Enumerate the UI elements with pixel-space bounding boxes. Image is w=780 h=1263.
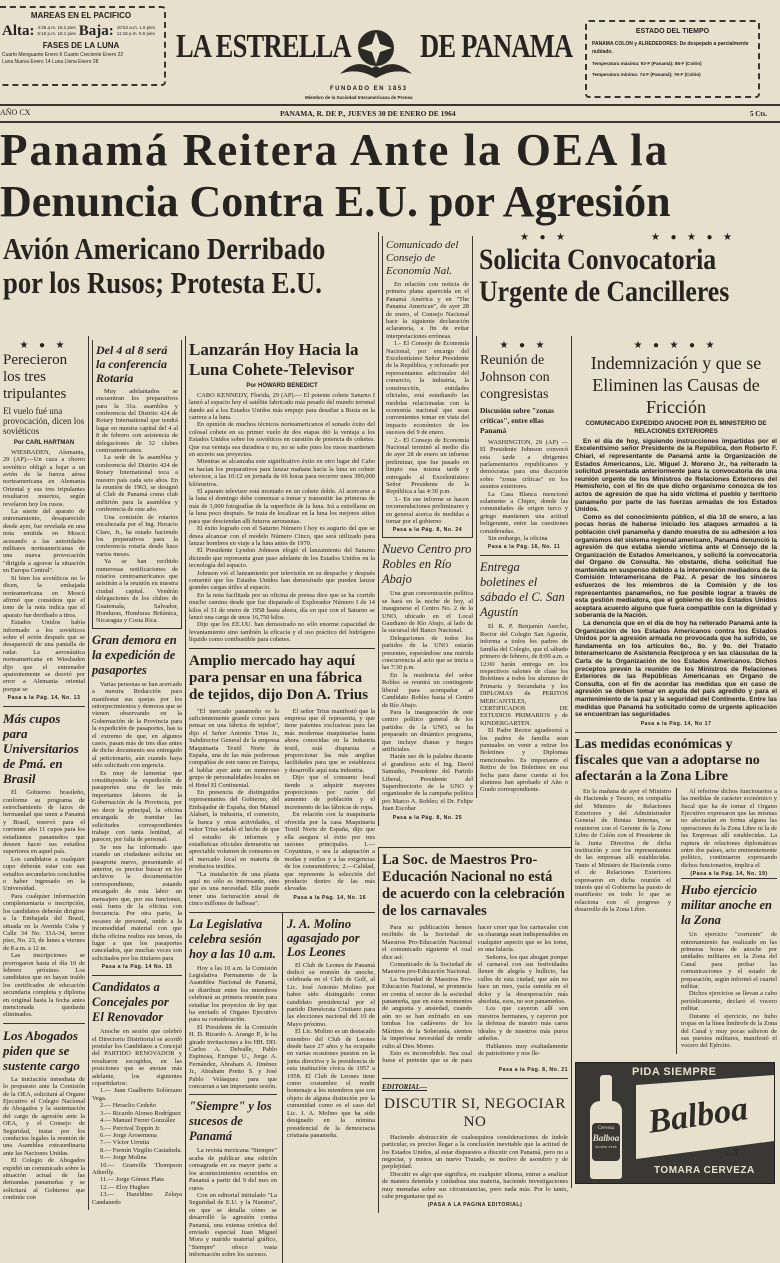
article-cohete bbox=[189, 336, 375, 648]
article-editorial bbox=[382, 1078, 568, 1214]
body-paragraph: El Presidente de la Comisión H. D. Ricardo A. Arango P., le ha girado invitaciones a los HH. DD. Carlos A. Delvalle, Pablo Espinosa, Enrique U., Jorge A. Fernández, Abraham A. Jiménez Jr., Abraham Pretto S. y José Pablo Velásquez para que concurran a tan importante sesión. bbox=[189, 1023, 277, 1091]
article-headline: Más cupos para Universitarios de Pmá. en Brasil bbox=[3, 711, 79, 787]
article-headline: Candidatos a Concejales por El Renovador bbox=[92, 980, 169, 1025]
weather-min-temp: Temperatura mínima: 74·F (Panamá); 76·F (Colón) bbox=[592, 72, 701, 77]
bottle-label-bottom: PILSEN TYPE bbox=[595, 1144, 617, 1149]
cancilleres-headline-line-2: Urgente de Cancilleres bbox=[479, 275, 730, 308]
body-paragraph: Al referirse dichos funcionarios a las medidas de carácter económico y fiscal que ha de tomar el Organo Ejecutivo expresaron que las mismas no afectarían en forma alguna las operaciones de la Zona Libre ni la de las Empresas allí establecidas. La ruptura de relaciones diplomáticas entre dos países, acto eminentemente político, continuaron expresando dichos funcionarios, implica el bbox=[681, 787, 777, 869]
body-paragraph: 6.— Jorge Arosemena bbox=[100, 1131, 157, 1139]
body-paragraph: 9.— Jorge Molina bbox=[100, 1154, 147, 1162]
body-paragraph: La revista mexicana "Siempre" acaba de publicar una edición consagrada en su mayor parte a los acontecimientos ocurridos en Panamá a partir del 9 del mes en curso. bbox=[189, 1147, 277, 1192]
tide-low-2: 11:15 p.m. 0.6 pies bbox=[116, 31, 155, 36]
byline: Por CARL HARTMAN bbox=[13, 439, 75, 446]
body-paragraph: En la mañana de ayer el Ministro de Hacienda y Tesoro, en compañía del Ministro de Relaciones Exteriores y del Administrador General de Rentas Internas, se reunieron con el Gerente de la Zona Libre de Colón con el Presidente de la Junta Directiva de dicha institución y con los representantes de las empresas allí establecidas. Tanto el Ministro de Hacienda como el de Relaciones Exteriores expresaron en dicha reunión el interés que el Gobierno ha puesto de manifiesto en todo lo que se relaciona con el progreso y desarrollo de la Zona Libre. bbox=[575, 787, 671, 914]
stars-ornament: ★ ● ★ bbox=[520, 232, 569, 243]
title-left: LA ESTRELLA bbox=[176, 28, 351, 65]
continuation-note: (PASA A LA PAGINA EDITORIAL) bbox=[427, 1202, 523, 1209]
tides-title: MAREAS EN EL PACIFICO bbox=[30, 11, 132, 20]
article-legislativa bbox=[189, 913, 277, 1095]
tide-low-label: Baja: bbox=[78, 23, 114, 39]
stars-ornament: ★ ● ★ ● ★ bbox=[651, 232, 736, 243]
body-paragraph: 1.- El Consejo de Economía Nacional, por encargo del Excelentísimo Señor Presidente de la República, y reforzado por representantes adicionales del comercio, la industria, la construcción, entidades oficiales, está estudiando las medidas relacionadas con la economía nacional que sean convenientes tomar en vista del impacto económico de los sucesos del 9 de enero. bbox=[386, 340, 469, 437]
article-body bbox=[287, 962, 375, 1140]
body-paragraph: 4.— Manuel Ferrer González bbox=[100, 1117, 176, 1125]
body-paragraph: La denuncia que en el día de hoy ha reiterado Panamá ante la Organización de los Estados Americanos contra los Estados Unidos por la agresión armada no provocada que ha sufrido, se fundamenta en los artículos 6o., 8o. y 9o. del Tratado Interamericano de Asistencia Recíproca y en las cláusulas de la Carta de la Organización de los Estados Americanos. Dichos preceptos prevén la reunión de los Ministros de Relaciones Exteriores de las Repúblicas Americanas en Organo de Consulta, con el fin de acordar las medidas que en caso de agresión se deben tomar en ayuda del país agredido y para el mantenimiento de la paz y la seguridad del Continente. Entre las medidas que Panamá ha solicitado como de urgente aplicación se encuentran las seguridades bbox=[575, 620, 777, 719]
body-paragraph: 7.— Víctor Urrutia bbox=[100, 1139, 150, 1147]
banner-line-1: Panamá Reitera Ante la OEA la bbox=[0, 125, 670, 175]
title-right: DE PANAMA bbox=[420, 28, 573, 65]
article-boletines bbox=[480, 555, 568, 797]
dateline: PANAMA, R. DE P., JUEVES 30 DE ENERO DE 1964 bbox=[280, 109, 456, 118]
body-paragraph: 2.- El Consejo de Economía Nacional terminó al medio día de ayer 28 de enero un informe preliminar, que fue pasado en limpio esa misma tarde y entregado al Excelentísimo Señor Presidente de la República a las 4:30 p.m. bbox=[386, 436, 469, 496]
article-abogados bbox=[3, 1023, 85, 1206]
stars-ornament: ★ ● ★ bbox=[499, 339, 549, 351]
tide-high-1: 4:45 a.m. 18.2 pies bbox=[37, 25, 76, 30]
body-paragraph: Se nos ha informado que cuando un ciudadano solicita un pasaporte nuevo, presentando el anterior, es preciso buscar en los archivos la documentación correspondiente, estando encargado de esta labor un mensajero que, por sus funciones, está fuera de la oficina con frecuencia. Por otra parte, la escasez de personal, unido a la incomodidad material con que dicha oficina realiza sus tareas, da lugar a que los pasaportes cancelados, que muchas veces son solicitados por los titulares para bbox=[92, 843, 182, 962]
editorial-label: EDITORIAL— bbox=[382, 1082, 427, 1091]
ad-top-text: PIDA SIEMPRE bbox=[632, 1065, 717, 1078]
body-paragraph: 8.— Fermín Virgilio Castañeda. bbox=[100, 1146, 182, 1154]
trius-col-2 bbox=[285, 708, 376, 908]
article-subhead: Discusión sobre "zonas críticas", entre ellas Panamá bbox=[480, 405, 555, 435]
tide-low-1: 10:53 a.m. 1.6 pies bbox=[116, 25, 156, 30]
article-body bbox=[189, 1147, 277, 1258]
masthead-title bbox=[176, 28, 582, 78]
column-de-bottom bbox=[378, 847, 571, 1213]
body-paragraph: Ya se han recibido numerosas notificaciones de rotarios centroamericanos que asistirán a la reunión en nuestra ciudad capital. Vendrán delegaciones de los clubes de Guatemala, Salvador, Honduras, Honduras Británica, Nicaragua y Costa Rica. bbox=[96, 558, 178, 625]
trius-col-1 bbox=[189, 708, 280, 908]
body-paragraph: La suerte del aparato de entrenamiento, desaparecido desde ayer, fue revelada en una nota emitida en Moscú acusando a las autoridades militares norteamericanas de una nueva provocación "dirigida a agravar la situación en Europa Central". bbox=[3, 508, 85, 575]
body-paragraph: WASHINGTON, 29 (AP) — El Presidente Johnson convocó esta tarde a dirigentes parlamentarios republicanos y demócratas para una discusión sobre "zonas críticas" en los asuntos exteriores. bbox=[480, 438, 568, 491]
article-trius bbox=[189, 648, 375, 912]
body-paragraph: Hablamos muy exaltadamente de patriotismo y nos lle- bbox=[478, 1042, 568, 1057]
ad-bottom-text: TOMARA CERVEZA bbox=[654, 1164, 755, 1176]
weather-box bbox=[585, 20, 760, 98]
article-body bbox=[189, 392, 375, 644]
body-paragraph: Los que cayeron allí son nuestros hermanos, y cayeron por la defensa de nuestro más caros ideales y de nuestros más puros anhelos. bbox=[478, 1005, 568, 1043]
body-paragraph: 1.— Juan Gualberto Solórzano Vega. bbox=[92, 1087, 182, 1102]
bottle-label-top: Cerveza bbox=[597, 1125, 615, 1131]
ad-brand-logo: Balboa bbox=[645, 1089, 751, 1141]
body-paragraph: Harán uso de la palabra durante el grandioso acto el Ing. David Samudio, Presidente del Partido Liberal, Presidente del Superdirectorio de la UNO y organizador de la campaña política pro Marco A. Robles; el Dr. Felipe Juan Escobar bbox=[382, 753, 473, 813]
article-siempre bbox=[189, 1094, 277, 1262]
body-paragraph: El Padre Rector agradecerá a los padres de familia sean puntuales en venir a retirar los Boletines y Diplomas mencionados. Es importante el Retiro de los Boletines en esa fecha para darse cuenta si los alumnos han aprobado el Año o Grado correspondiente. bbox=[480, 727, 568, 794]
column-c bbox=[185, 336, 378, 1263]
article-perecieron bbox=[3, 336, 85, 706]
body-paragraph: Con un editorial intitulado "La Seguridad de E.U. y la Nuestra", en que se detalla cómo se desarrolló la agresión contra Panamá, una extensa crónica del enviado especial Juan Miguel Mora y nutrido material gráfico, "Siempre" ofrece vasta información sobre los sucesos. bbox=[189, 1191, 277, 1259]
article-body bbox=[3, 1076, 85, 1202]
article-headline: Nuevo Centro pro Robles en Río Abajo bbox=[382, 542, 472, 587]
avion-headline bbox=[0, 232, 378, 302]
article-body bbox=[575, 438, 777, 719]
body-paragraph: En relación con la maquinaria ofrecida por la casa Maquinaria Textil Norte de España, dijo que ella asegura el éxito por tres razones principales. 1.—Coyuntura, o sea la adaptación a modas y estilos y a las exigencias de los consumidores; 2.—Calidad, que represente la selección del producto dentro de las más elevadas bbox=[284, 811, 375, 893]
body-paragraph: "El mercado panameño es lo suficientemente grande como para pensar en una fábrica de tejidos", dijo el Señor Antonio Trius Jr., Subdirector General de la empresa Maquinaria Textil Norte de España, una de las más poderosas compañías de este ramo en Europa, al hablar ayer ante un numeroso grupo de personalidades locales en el Hotel El Continental. bbox=[189, 707, 280, 789]
balboa-beer-ad bbox=[575, 1062, 775, 1184]
column-e bbox=[476, 336, 571, 798]
banner-line-2: Denuncia Contra E.U. por Agresión bbox=[0, 177, 671, 226]
weather-title: ESTADO DEL TIEMPO bbox=[635, 28, 710, 35]
body-paragraph: Las inscripciones se prorrogaron hasta el día 10 de febrero próximo. Los candidatos que no hayan traído los certificados de educación secundaria completa y diploma en original hasta la fecha antes mencionada quedarán eliminados. bbox=[3, 952, 85, 1019]
article-headline: J. A. Molino agasajado por Los Leones bbox=[287, 916, 360, 959]
body-paragraph: El Colegio de Abogados expidió un comunicado sobre la situación actual de las demandas panameñas y se solicitará al Gobierno que continúe con bbox=[3, 1157, 85, 1202]
article-headline: Lanzarán Hoy Hacia la Luna Cohete-Televisor bbox=[189, 339, 359, 379]
body-paragraph: En relación con noticia de primera plana aparecida en el Panamá América y en "The Panama American", de ayer 28 de enero, el Consejo Nacional hace la siguiente declaración aclaratoria, a fin de evitar interpretaciones erróneas. bbox=[386, 281, 469, 340]
body-paragraph: Mientras se alcanzaba este significativo éxito en otro lugar del Cabo se hacían los preparativos para lanzar mañana hacia la luna un cohete televisor, a las 10:12 en jornada de 66 horas para recorrer unos 390,000 kilómetros. bbox=[189, 458, 375, 488]
body-paragraph: Una comisión de rotarios encabezada por el Ing. Horacio Clare, Jr., ha estado haciendo los preparativos para la conferencia rotaria desde hace varios meses. bbox=[96, 513, 178, 558]
article-headline: Hubo ejercicio militar anoche en la Zona bbox=[681, 883, 772, 928]
body-paragraph: En presencia de distinguidos representantes del Gobierno, del Embajador de España, don Manuel Alabart, la industria, el comercio, la banca y otras actividades, el señor Trius señaló el hecho de que el estudio de informes y estadísticas oficiales demuestra un apreciable volumen de consumo en el mercado local en materia de productos textiles. bbox=[189, 789, 280, 871]
body-paragraph: Durante el ejercicio, no hubo tropas en la línea limítrofe de la Zona del Canal y muy pocas salieron de sus puestos militares, manifestó el vocero del Ejército. bbox=[681, 1012, 777, 1050]
moon-line-2: Luna Nueva Enero 14 Luna Llena Enero 28 bbox=[2, 59, 99, 65]
body-paragraph: Esto es inconcebible. Sea cual fuese el pretexto que se de para hacer creer que los carnavales con su charanga sean indispensables en cualquier aspecto que se les tome, es una falacia. bbox=[382, 924, 568, 1065]
body-paragraph: 13.— Hazeldino Zelaya Candanedo bbox=[92, 1191, 182, 1206]
zonalibre-col-1 bbox=[575, 788, 671, 1054]
continuation-note: Pasa a la Pág. 14 No. 15 bbox=[101, 964, 173, 971]
continuation-note: Pasa a la Pág. 8, No. 25 bbox=[392, 814, 463, 821]
body-paragraph: 5.— Percival Toppin Jr. bbox=[100, 1124, 161, 1132]
article-body bbox=[92, 681, 182, 962]
founded-line: FUNDADO EN 1853 bbox=[330, 86, 408, 92]
beer-bottle-icon bbox=[588, 1075, 624, 1179]
article-body bbox=[681, 788, 777, 869]
article-body bbox=[3, 789, 85, 1019]
body-paragraph: El Presidente Lyndon Johnson elogió el lanzamiento del Saturno diciendo que representa gran paso adelante de los Estados Unidos en la tecnología del espacio. bbox=[189, 547, 375, 570]
continuation-note: Pasa a la Pág. 8, No. 24 bbox=[392, 527, 463, 534]
article-candidatos bbox=[92, 975, 182, 1210]
article-body bbox=[681, 931, 777, 1050]
body-paragraph: Discutir es algo que significa, en cualquier idioma, entrar a analizar de manera detenida y cuidadosa una materia, haciendo investigaciones muy menudas sobre sus circunstancias, pero nada más. Por lo tanto, cabe preguntarse qué es bbox=[382, 1170, 568, 1200]
article-headline: Comunicado del Consejo de Economía Nal. bbox=[386, 239, 459, 277]
body-paragraph: Dijo que el consumo local tiende a adquirir mayores proporciones por razón del aumento de población y el incremento de las fábricas de ropa. bbox=[284, 774, 375, 811]
tide-high-2: 5:16 p.m. 18.1 pies bbox=[37, 31, 76, 36]
body-paragraph: El Club de Leones de Panamá dedicó su reunión de anoche, celebrada en el Club de Golf, al Lic. José Antonio Molino por haber sido distinguido como candidato presidencial por el partido Demócrata Cristiano para las elecciones nacional del 10 de Mayo próximo. bbox=[287, 961, 375, 1028]
body-paragraph: 10.— Granville Thompson Atherlly. bbox=[92, 1161, 182, 1176]
article-pasaportes bbox=[92, 629, 182, 975]
article-headline: La Legislativa celebra sesión hoy a las 10 a.m. bbox=[189, 916, 276, 961]
continuation-note: Pasa a la Pág. 16, No. 11 bbox=[487, 544, 561, 551]
tide-high-label: Alta: bbox=[2, 23, 35, 39]
article-headline: Perecieron los tres tripulantes bbox=[3, 351, 68, 402]
body-paragraph: 11.— Jorge Gómez Plata bbox=[100, 1176, 164, 1184]
banner-headline bbox=[0, 124, 780, 227]
article-body bbox=[382, 590, 473, 812]
body-paragraph: Muy adelantados se encuentran los preparativos para la 31a. asamblea y conferencia del Distrito 424 de Rotary International que tendrá lugar en nuestra capital del 4 al 8 de febrero con asistencia de delegaciones de 32 clubes centroamericanos. bbox=[96, 387, 178, 455]
body-paragraph: Para su publicación hemos recibido de la Sociedad de Maestros Pro-Educación Nacional el comunicado siguiente el cual dice así: bbox=[382, 924, 472, 961]
body-paragraph: Dichos ejercicios se llevan a cabo periódicamente, declaró el vocero militar. bbox=[681, 990, 777, 1013]
continuation-note: Pasa a la Pág. 14, No. 16 bbox=[293, 894, 367, 901]
cancilleres-headline bbox=[476, 232, 780, 308]
body-paragraph: Un ejercicio "corriente" de entrenamiento fue realizado en las primeras horas de anoche por unidades militares en la Zona del Canal para probar las comunicaciones y el estado de preparación, según informó el cuartel militar. bbox=[681, 931, 777, 991]
stars-ornament: ★ ● ★ bbox=[19, 339, 69, 351]
body-paragraph: El Lic. Molino es un destacado miembro del Club de Leones desde hace 27 años y ha ocupado en varias ocasiones puestos en la junta directiva y la presidencia de esta institución cívica de 1957 a 1958. El Club de Leones tiene como costumbre el rendir homenaje a los miembros que son objeto de alguna distinción por la comunidad como es el caso del Lic. J. A. Molino que ha sido designado en la nómina presidencial de la democracia cristiana panameña. bbox=[287, 1028, 375, 1139]
body-paragraph: La iniciación inmediata de lo propuesto ante la Comisión de la OEA, solicitará al Organo Ejecutivo el Colegio Nacional de Abogados y la sustentación del cargo de agresión ante la OEA, y el Consejo de Seguridad, instar por los conductos legales la reunión de una Asamblea extraordinaria ante las Naciones Unidas. bbox=[3, 1075, 85, 1157]
article-rotaria bbox=[92, 340, 182, 629]
article-headline: La Soc. de Maestros Pro-Educación Nacional no está de acuerdo con la celebración de los carnavales bbox=[382, 852, 565, 919]
body-paragraph: 3.- En ese informe se hacen recomendaciones preliminares y en general acerca de medidas a tomar por el gobierno bbox=[386, 495, 469, 525]
weather-max-temp: Temperatura máxima: 93·F (Panamá); 85·F (Colón) bbox=[592, 61, 702, 66]
body-paragraph: "La instalación de una planta aquí no sólo es interesante, sino que es una necesidad. Ella puede tener una facturación anual de cinco millones de balboas". bbox=[189, 870, 280, 908]
body-paragraph: La sede de la asamblea y conferencia del Distrito 424 de Rotary International toca a nuestro país cada seis años. En la reunión de 1963, se designó al Club de Panamá como club anfitrión para la asamblea y conferencia de este año. bbox=[96, 454, 178, 514]
body-paragraph: Los candidatos a cualquier cupo deberán estar con sus estudios secundarios concluidos o haber ingresado en la Universidad. bbox=[3, 855, 85, 893]
article-molino bbox=[287, 913, 375, 1144]
tides-box bbox=[0, 6, 166, 86]
body-paragraph: En la residencia del señor Robles se reunirá un contingente liberal para acompañar al Candidato Robles hasta el Centro de Río Abajo. bbox=[382, 671, 473, 709]
continuation-note: Pasa a la Pág. 14, No. 13 bbox=[7, 695, 81, 702]
ad-and-text: ...Y bbox=[726, 1146, 740, 1157]
price: 5 Cts. bbox=[750, 110, 768, 118]
body-paragraph: Señores, los que abogan porque el carnaval con sus festividades llenen de alegría y bullicio, las calles de esta ciudad, que aún no hace un mes, yacía sumida en el dolor y la desesperación más absoluta, esos, no son panameños. bbox=[478, 953, 568, 1006]
article-subhead: El vuelo fué una provocación, dicen los soviéticos bbox=[3, 405, 85, 436]
body-paragraph: La Sociedad de Maestros Pro-Educación Nacional, se pronuncia en contra el sector de la sociedad panameña, que en estos momentos de angustia y ansiedad, cuando aún no se han enfriado en sus tumbas los cadáveres de los Mártires de la Soberanía, sienten la imperiosa necesidad de rendir culto al Dios Momo. bbox=[382, 975, 472, 1050]
cancilleres-headline-line-1: Solicita Convocatoria bbox=[479, 243, 717, 276]
article-body bbox=[285, 708, 376, 893]
continuation-note: Pasa a la Pág. 8, No. 21 bbox=[498, 1066, 568, 1073]
article-maestros bbox=[382, 848, 568, 1078]
star-emblem-icon bbox=[336, 22, 416, 88]
article-ejercicio bbox=[681, 878, 777, 1054]
article-headline: DISCUTIR SI, NEGOCIAR NO bbox=[384, 1095, 566, 1130]
byline: Por HOWARD BENEDICT bbox=[246, 382, 318, 389]
zonalibre-col-2 bbox=[676, 788, 777, 1054]
article-body bbox=[189, 965, 277, 1091]
article-headline: Gran demora en la expedición de pasaportes bbox=[92, 632, 177, 677]
body-paragraph: 12.— Eloy Hughes bbox=[100, 1183, 150, 1191]
avion-headline-line-2: por los Rusos; Protesta E.U. bbox=[3, 265, 322, 300]
body-paragraph: 2.— Heraclio Cedeño bbox=[100, 1102, 156, 1110]
body-paragraph: Anoche en sesión que celebró el Directorio Distritorial se acordó postular los Candidatos a Concejal del PARTIDO RENOVADOR y resultaron escogidos, en las posiciones que se anotan más adelante, los siguientes copartidarios: bbox=[92, 1028, 182, 1088]
continuation-note: Pasa a la Pág. 14, No 17 bbox=[640, 720, 712, 727]
body-paragraph: En la nota facilitada por su oficina de prensa dice que se ha corrido mucho camino desde que fue disparado el Explorador Número I de 14 kilos el 31 de enero de 1958 hasta ahora, día en que con el Saturno se lanzó una carga de unos 16,750 kilos. bbox=[189, 591, 375, 621]
body-paragraph: Una gran concentración política se hará en la noche de hoy, al inaugurarse el Centro No. 2 de la UNO, ubicado en el Local Gaudiano de Río Abajo, al lado de la sucursal del Banco Nacional. bbox=[382, 590, 473, 635]
body-paragraph: Para cualquier información complementaria o inscripción, los candidatos deberán dirigirse a la Embajada del Brasil, situada en la Avenida Cuba y Calle 34 No. 33A-34, tercer piso, No. 23, de lunes a viernes de 8 a.m. a 12 m. bbox=[3, 892, 85, 952]
column-b bbox=[88, 336, 185, 1210]
body-paragraph: CABO KENNEDY, Florida, 29 (AP).— El potente cohete Saturno I lanzó al espacio hoy el satélite fabricado más pesado del mundo terrenal dando así a los Estados Unidos más empuje para desafiar a Rusia en la carrera a la luna. bbox=[189, 391, 375, 421]
body-paragraph: El Gobierno brasileño, conforme su programa de estrechamiento de lazos de hermandad que unen a Panamá y Brasil, reservó para el corriente año 11 cupos para los estudiantes panameños que deseen hacer sus estudios superiores en aquel país. bbox=[3, 789, 85, 856]
body-paragraph: Haciendo abstracción de cualesquiera consideraciones de índole particular, es preciso llegar a la conclusión inevitable que la actitud de los Estados Unidos, al estar dispuestos a discutir con Panamá, pero no a negociar, y menos un nuevo Tratado, es motivo de asombro y de perplejidad. bbox=[382, 1133, 568, 1171]
body-paragraph: El R. P. Benjamín Asecho, Rector del Colegio San Agustín, informa a todos los padres de familia del Colegio, que el sábado primero de febrero, de 8:00 a.m. a 12:00 harán entrega en los respectivos salones de clase los Boletines a todos los alumnos de Primaria y Secundaria y los DIPLOMAS de PERITOS MERCANTILES, CERTIFICADOS DE ESTUDIOS PRIMARIOS y de KINDERGARTEN. bbox=[480, 623, 568, 727]
volume-year: AÑO CX bbox=[0, 108, 31, 117]
article-headline: Reunión de Johnson con congresistas bbox=[480, 352, 550, 402]
bottle-label-brand: Balboa bbox=[592, 1132, 620, 1143]
article-headline: Indemnización y que se Eliminen las Causas de Fricción bbox=[590, 352, 762, 417]
article-headline: Las medidas económicas y fiscales que van a adoptarse no afectarán a la Zona Libre bbox=[575, 736, 760, 784]
article-headline: Los Abogados piden que se sustente cargo bbox=[3, 1027, 80, 1073]
column-a bbox=[0, 336, 88, 1206]
column-d bbox=[378, 232, 476, 826]
body-paragraph: El éxito logrado con el Saturno Número I hoy es augurio del que se desea alcanzar con el modelo Número Cinco, que será utilizado para lanzar hombres en viaje a la luna antes de 1970. bbox=[189, 525, 375, 547]
moon-line-1: Cuarto Menguante Enero 6 Cuarto Creciente Enero 22 bbox=[2, 52, 124, 58]
column-f bbox=[571, 336, 780, 1188]
stars-ornament: ★ ● ★ ● ★ bbox=[633, 339, 719, 351]
weather-forecast: PANAMA COLON y ALREDEDORES: De despejado a parcialmente nublado. bbox=[592, 41, 749, 55]
body-paragraph: El aparato televisor está montado en un cohete doble. Al acercarse a la luna el domingo debe comenzar a tomar y transmitir las primeras de más de 3,000 fotografías de la superficie de la luna. Irá a estrellarse en la luna poco después. Se trata de localizar en la luna los mejores sitios para que desciendan allí futuros aeronautas. bbox=[189, 488, 375, 525]
article-headline: "Siempre" y los sucesos de Panamá bbox=[189, 1099, 272, 1144]
body-paragraph: Si bien los soviéticos no lo dicen, la embajada norteamericana en Moscú afirmó que considera que el tono de la nota indica que el aparato fue derribado a tiros. bbox=[3, 574, 85, 619]
article-johnson bbox=[480, 336, 568, 556]
article-body bbox=[92, 1028, 182, 1206]
moon-title: FASES DE LA LUNA bbox=[42, 41, 120, 50]
body-paragraph: WIESBADEN, Alemania, 29 (AP).—Un caza a chorro soviético obligó a bajar a un avión de la fuerza aérea norteamericana en Alemania Oriental y sus tres tripulantes resultaron muertos, según revelaron hoy los rusos. bbox=[3, 448, 85, 508]
body-paragraph: En el día de hoy, siguiendo instrucciones impartidas por el Excelentísimo señor Presidente de la República, don Roberto F. Chiari, el representante de Panamá ante la Organización de Estados Americanos, Lic. Miguel J. Moreno Jr., ha reiterado la solicitud presentada anteriormente para la convocatoria de una reunión urgente de los Ministros de Relaciones Exteriores del Hemisferio, con el fin de que dicho organismo conozca de los actos de agresión de que ha sido víctima el pueblo y territorio panameño por parte de las fuerzas armadas de los Estados Unidos. bbox=[575, 437, 777, 514]
body-paragraph: Hoy a las 10 a.m. la Comisión Legislativa Permanente de la Asamblea Nacional de Panamá, se distribuir entre los miembros celebrará su primera reunión para estudiar los proyectos de ley que ha enviado el Organo Ejecutivo para su consideración. bbox=[189, 964, 277, 1024]
body-paragraph: Como es del conocimiento público, el día 10 de enero, a las pocas horas de haberse iniciado los ataques armados a la población civil panameña y dando muestra de su adhesión a los organismos del sistema regional americano, Panamá denunció la agresión de que estaba siendo víctima ante el Consejo de la Organización de Estados Americanos, y solicitó la convocatoria del Organo de Consulta. No obstante, dicha solicitud fue mantenida en suspenso debido a la intervención mediadora de la Comisión Interamericana de Paz. A pesar de los sinceros esfuerzos de los miembros de la Comisión y de los representantes panameños, no fue posible lograr a través de esta gestión mediadora, que el gobierno de los Estados Unidos aceptara acuerdo alguno que fuera compatible con la dignidad y soberanía de la Nación. bbox=[575, 513, 777, 620]
article-headline: Entrega boletines el sábado el C. San Agustín bbox=[480, 560, 565, 620]
article-indemnizacion bbox=[575, 336, 777, 732]
body-paragraph: Para la inauguración de este centro político general de los partidos de la UNO, se ha preparado un dinámico programa, que incluye dianas y fuegos artificiales. bbox=[382, 708, 473, 753]
article-headline: Del 4 al 8 será la conferencia Rotaria bbox=[96, 342, 168, 385]
body-paragraph: Johnson vió el lanzamiento por televisión en su despacho y después comentó que los Estados Unidos han demostrado que pueden lanzar grandes cargas útiles al espacio. bbox=[189, 569, 375, 592]
article-body bbox=[382, 1134, 568, 1201]
article-body bbox=[382, 924, 568, 1065]
body-paragraph: Sin embargo, la oficina bbox=[488, 535, 548, 543]
article-body bbox=[3, 449, 85, 693]
article-body bbox=[96, 388, 178, 625]
body-paragraph: El señor Trius manifestó que la empresa que él representa, y que tiene patentes exclusivas para las más modernas maquinarias hasta ahora conocidas en la industria textil, está dispuesta a proporcionar las más amplias facilidades para que se establezca y desarrolle aquí esta industria. bbox=[284, 707, 375, 774]
body-paragraph: Dijo que los EE.UU. han demostrado no sólo enorme capacidad de levantamiento sino también la eficacia y el uso práctico del hidrógeno líquido como combustible para cohetes. bbox=[189, 621, 375, 644]
body-paragraph: En opinión de muchos técnicos norteamericanos el sonado éxito del colosal cohete en su primer vuelo de dos etapas dió la ventaja a los Estados Unidos sobre los soviéticos en cuestión de potencia de cohetes. Que esa ventaja sea duradera o no, no se sabe pues los rusos mantienen en secreto sus proyectos. bbox=[189, 421, 375, 459]
main-grid bbox=[0, 232, 780, 1263]
avion-headline-line-1: Avión Americano Derribado bbox=[3, 231, 326, 266]
article-subhead: COMUNICADO EXPEDIDO ANOCHE POR EL MINISTERIO DE RELACIONES EXTERIORES bbox=[585, 419, 767, 435]
article-headline: Amplio mercado hay aquí para pensar en una fábrica de tejidos, dijo Don A. Trius bbox=[189, 652, 369, 703]
body-paragraph: Comunicado de la Sociedad de Maestros pro-Educación Nacional. bbox=[382, 961, 472, 976]
body-paragraph: Delegaciones de todos los partidos de la UNO estarán presentes, esperándose una nutrida concurrencia al acto que se inicia a las 7:30 p.m. bbox=[382, 634, 473, 672]
article-body bbox=[480, 623, 568, 793]
body-paragraph: Estados Unidos había informado a los soviéticos sobre el avión después que se desapareció de una pantalla de radar. La aeronáutica norteamericana en Wiesbaden dijo que el entrenador aparentemente se desvió por error a Alemania oriental porque se bbox=[3, 619, 85, 693]
article-consejo bbox=[382, 236, 473, 538]
continuation-note: (Pasa a la Pág. 14, No. 19) bbox=[690, 871, 768, 878]
article-brasil bbox=[3, 706, 85, 1023]
article-body bbox=[189, 708, 280, 908]
article-robles bbox=[382, 538, 473, 825]
body-paragraph: Varias personas se han acercado a nuestra Redacción para manifestar sus quejas por los entorpecimientos y demoras que se vienen observando en la Gobernación de la Provincia para la expedición de pasaportes, has ta el extremo de que, en algunos casos, pasan más de tres días antes de dicho documento sea entregado al peticionario, aún cuando haya sido solicitado con urgencia. bbox=[92, 680, 182, 770]
article-zonalibre bbox=[575, 732, 777, 1058]
page-header bbox=[0, 0, 780, 232]
article-body bbox=[575, 788, 671, 914]
article-body bbox=[386, 281, 469, 525]
body-paragraph: La Casa Blanca mencionó solamente a Chipre, donde las comunidades de origen turco y griego mantienen una actitud beligerante, entre las cuestiones consideradas. bbox=[480, 490, 568, 535]
article-body bbox=[480, 439, 568, 543]
member-line: Miembro de la Sociedad Interamericana de Prensa bbox=[305, 95, 413, 100]
body-paragraph: 3.— Ricardo Alonso Rodríguez bbox=[100, 1109, 181, 1117]
body-paragraph: Es muy de lamentar que constituyendo la expedición de pasaportes una de las más importantes labores de la Gobernación de la Provincia, por no decir la principal, la oficina encargada de tramitar las solicitudes correspondientes trabaje con tanta lentitud, al parecer, por falta de personal. bbox=[92, 769, 182, 844]
